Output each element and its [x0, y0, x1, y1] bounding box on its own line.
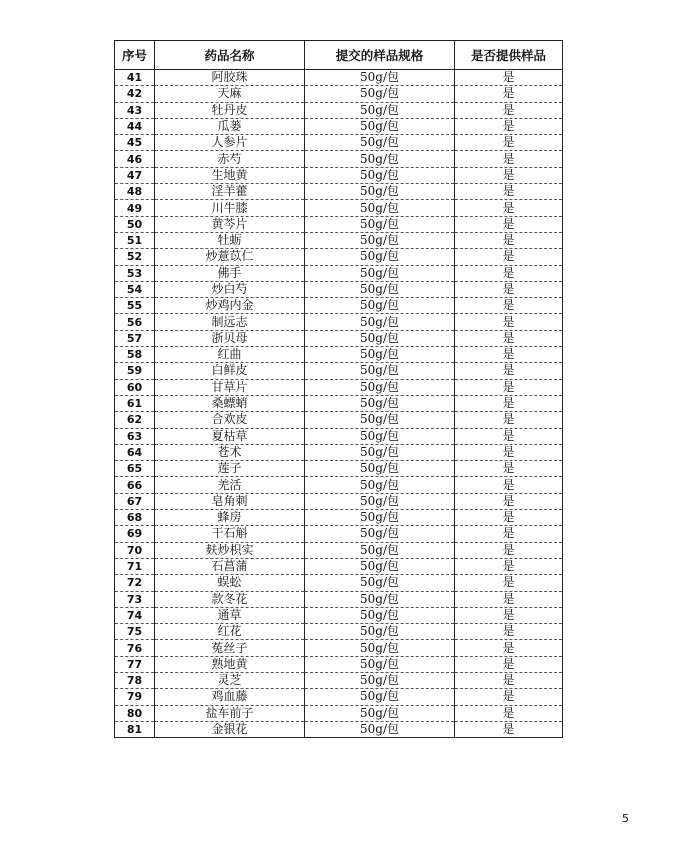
table-row — [115, 298, 563, 314]
cell-sample-provided: 是 — [455, 575, 563, 591]
cell-sample-spec: 50g/包 — [305, 298, 455, 314]
cell-sample-spec: 50g/包 — [305, 184, 455, 200]
cell-sample-provided: 是 — [455, 200, 563, 216]
cell-seq: 43 — [115, 102, 155, 118]
cell-sample-spec: 50g/包 — [305, 86, 455, 102]
cell-seq: 50 — [115, 216, 155, 232]
cell-seq: 73 — [115, 591, 155, 607]
cell-seq: 60 — [115, 379, 155, 395]
cell-sample-provided: 是 — [455, 444, 563, 460]
cell-drug-name: 人参片 — [155, 135, 305, 151]
cell-sample-provided: 是 — [455, 395, 563, 411]
cell-seq: 80 — [115, 705, 155, 721]
cell-seq: 68 — [115, 510, 155, 526]
cell-sample-provided: 是 — [455, 705, 563, 721]
cell-drug-name: 白鲜皮 — [155, 363, 305, 379]
cell-seq: 44 — [115, 118, 155, 134]
cell-seq: 49 — [115, 200, 155, 216]
cell-seq: 57 — [115, 330, 155, 346]
cell-sample-spec: 50g/包 — [305, 607, 455, 623]
cell-sample-spec: 50g/包 — [305, 461, 455, 477]
cell-sample-provided: 是 — [455, 216, 563, 232]
cell-seq: 76 — [115, 640, 155, 656]
cell-sample-provided: 是 — [455, 347, 563, 363]
cell-drug-name: 炒鸡内金 — [155, 298, 305, 314]
cell-drug-name: 熟地黄 — [155, 656, 305, 672]
table-row — [115, 118, 563, 134]
cell-sample-spec: 50g/包 — [305, 102, 455, 118]
table-row — [115, 412, 563, 428]
table-row — [115, 86, 563, 102]
cell-drug-name: 川牛膝 — [155, 200, 305, 216]
cell-sample-spec: 50g/包 — [305, 314, 455, 330]
cell-seq: 77 — [115, 656, 155, 672]
cell-drug-name: 通草 — [155, 607, 305, 623]
cell-seq: 56 — [115, 314, 155, 330]
cell-sample-provided: 是 — [455, 689, 563, 705]
table-row — [115, 640, 563, 656]
cell-sample-provided: 是 — [455, 232, 563, 248]
table-row — [115, 526, 563, 542]
sample-table — [114, 40, 563, 738]
cell-sample-provided: 是 — [455, 86, 563, 102]
cell-sample-provided: 是 — [455, 298, 563, 314]
cell-drug-name: 炒薏苡仁 — [155, 249, 305, 265]
cell-drug-name: 合欢皮 — [155, 412, 305, 428]
cell-sample-provided: 是 — [455, 656, 563, 672]
cell-drug-name: 鸡血藤 — [155, 689, 305, 705]
cell-sample-provided: 是 — [455, 265, 563, 281]
cell-sample-provided: 是 — [455, 314, 563, 330]
cell-sample-provided: 是 — [455, 477, 563, 493]
cell-sample-provided: 是 — [455, 526, 563, 542]
cell-drug-name: 蜈蚣 — [155, 575, 305, 591]
table-row — [115, 281, 563, 297]
table-row — [115, 200, 563, 216]
table-row — [115, 705, 563, 721]
cell-drug-name: 麸炒枳实 — [155, 542, 305, 558]
cell-drug-name: 瓜蒌 — [155, 118, 305, 134]
cell-sample-spec: 50g/包 — [305, 281, 455, 297]
cell-sample-spec: 50g/包 — [305, 721, 455, 737]
cell-drug-name: 浙贝母 — [155, 330, 305, 346]
cell-sample-provided: 是 — [455, 591, 563, 607]
table-row — [115, 330, 563, 346]
cell-sample-spec: 50g/包 — [305, 558, 455, 574]
cell-sample-spec: 50g/包 — [305, 542, 455, 558]
cell-sample-provided: 是 — [455, 184, 563, 200]
cell-seq: 72 — [115, 575, 155, 591]
cell-sample-spec: 50g/包 — [305, 510, 455, 526]
cell-sample-spec: 50g/包 — [305, 444, 455, 460]
cell-drug-name: 夏枯草 — [155, 428, 305, 444]
cell-drug-name: 佛手 — [155, 265, 305, 281]
cell-drug-name: 黄芩片 — [155, 216, 305, 232]
cell-sample-spec: 50g/包 — [305, 118, 455, 134]
cell-seq: 59 — [115, 363, 155, 379]
cell-sample-spec: 50g/包 — [305, 151, 455, 167]
cell-sample-spec: 50g/包 — [305, 640, 455, 656]
table-row — [115, 151, 563, 167]
cell-drug-name: 红曲 — [155, 347, 305, 363]
cell-sample-provided: 是 — [455, 363, 563, 379]
table-row — [115, 216, 563, 232]
cell-seq: 71 — [115, 558, 155, 574]
table-row — [115, 656, 563, 672]
cell-sample-provided: 是 — [455, 281, 563, 297]
table-body — [115, 70, 563, 738]
page-number: 5 — [622, 812, 629, 825]
cell-drug-name: 灵芝 — [155, 672, 305, 688]
cell-seq: 81 — [115, 721, 155, 737]
cell-seq: 75 — [115, 624, 155, 640]
cell-sample-spec: 50g/包 — [305, 591, 455, 607]
header-sample-spec: 提交的样品规格 — [305, 41, 455, 70]
table-row — [115, 689, 563, 705]
cell-seq: 65 — [115, 461, 155, 477]
table-row — [115, 347, 563, 363]
header-sample-provided: 是否提供样品 — [455, 41, 563, 70]
table-row — [115, 477, 563, 493]
cell-seq: 41 — [115, 70, 155, 86]
table-row — [115, 379, 563, 395]
cell-sample-provided: 是 — [455, 607, 563, 623]
table-row — [115, 184, 563, 200]
cell-sample-provided: 是 — [455, 542, 563, 558]
cell-sample-spec: 50g/包 — [305, 656, 455, 672]
cell-sample-spec: 50g/包 — [305, 216, 455, 232]
cell-sample-spec: 50g/包 — [305, 395, 455, 411]
table-row — [115, 607, 563, 623]
table-row — [115, 167, 563, 183]
table-row — [115, 395, 563, 411]
table-row — [115, 249, 563, 265]
table-row — [115, 428, 563, 444]
cell-seq: 53 — [115, 265, 155, 281]
cell-seq: 51 — [115, 232, 155, 248]
cell-sample-provided: 是 — [455, 428, 563, 444]
cell-sample-spec: 50g/包 — [305, 135, 455, 151]
table-row — [115, 542, 563, 558]
cell-sample-spec: 50g/包 — [305, 167, 455, 183]
cell-sample-provided: 是 — [455, 167, 563, 183]
cell-drug-name: 菟丝子 — [155, 640, 305, 656]
cell-seq: 78 — [115, 672, 155, 688]
cell-drug-name: 甘草片 — [155, 379, 305, 395]
cell-sample-provided: 是 — [455, 721, 563, 737]
table-row — [115, 624, 563, 640]
cell-seq: 46 — [115, 151, 155, 167]
cell-sample-spec: 50g/包 — [305, 428, 455, 444]
cell-sample-spec: 50g/包 — [305, 624, 455, 640]
table-row — [115, 102, 563, 118]
cell-sample-spec: 50g/包 — [305, 363, 455, 379]
table-row — [115, 461, 563, 477]
cell-drug-name: 款冬花 — [155, 591, 305, 607]
cell-drug-name: 盐车前子 — [155, 705, 305, 721]
cell-seq: 58 — [115, 347, 155, 363]
cell-sample-provided: 是 — [455, 151, 563, 167]
cell-seq: 42 — [115, 86, 155, 102]
cell-sample-provided: 是 — [455, 102, 563, 118]
cell-seq: 61 — [115, 395, 155, 411]
table-row — [115, 232, 563, 248]
cell-sample-spec: 50g/包 — [305, 689, 455, 705]
cell-sample-provided: 是 — [455, 672, 563, 688]
cell-drug-name: 生地黄 — [155, 167, 305, 183]
cell-sample-spec: 50g/包 — [305, 265, 455, 281]
cell-seq: 55 — [115, 298, 155, 314]
table-row — [115, 444, 563, 460]
cell-sample-provided: 是 — [455, 249, 563, 265]
cell-seq: 66 — [115, 477, 155, 493]
cell-seq: 45 — [115, 135, 155, 151]
table-row — [115, 558, 563, 574]
cell-sample-provided: 是 — [455, 118, 563, 134]
table-row — [115, 493, 563, 509]
cell-sample-spec: 50g/包 — [305, 330, 455, 346]
cell-drug-name: 金银花 — [155, 721, 305, 737]
cell-sample-spec: 50g/包 — [305, 705, 455, 721]
table-row — [115, 135, 563, 151]
cell-drug-name: 莲子 — [155, 461, 305, 477]
cell-sample-provided: 是 — [455, 510, 563, 526]
cell-sample-spec: 50g/包 — [305, 200, 455, 216]
cell-sample-spec: 50g/包 — [305, 347, 455, 363]
cell-seq: 54 — [115, 281, 155, 297]
cell-sample-spec: 50g/包 — [305, 526, 455, 542]
cell-sample-spec: 50g/包 — [305, 493, 455, 509]
cell-drug-name: 淫羊藿 — [155, 184, 305, 200]
cell-seq: 79 — [115, 689, 155, 705]
cell-seq: 47 — [115, 167, 155, 183]
cell-sample-spec: 50g/包 — [305, 575, 455, 591]
cell-drug-name: 羌活 — [155, 477, 305, 493]
table-row — [115, 591, 563, 607]
cell-seq: 70 — [115, 542, 155, 558]
cell-drug-name: 桑螵蛸 — [155, 395, 305, 411]
cell-drug-name: 皂角刺 — [155, 493, 305, 509]
cell-drug-name: 天麻 — [155, 86, 305, 102]
cell-seq: 48 — [115, 184, 155, 200]
cell-sample-provided: 是 — [455, 70, 563, 86]
cell-sample-provided: 是 — [455, 558, 563, 574]
cell-sample-spec: 50g/包 — [305, 249, 455, 265]
cell-sample-provided: 是 — [455, 379, 563, 395]
cell-drug-name: 炒白芍 — [155, 281, 305, 297]
cell-sample-provided: 是 — [455, 330, 563, 346]
cell-drug-name: 阿胶珠 — [155, 70, 305, 86]
cell-seq: 63 — [115, 428, 155, 444]
header-seq: 序号 — [115, 41, 155, 70]
table-row — [115, 672, 563, 688]
table-row — [115, 575, 563, 591]
cell-sample-provided: 是 — [455, 624, 563, 640]
cell-sample-spec: 50g/包 — [305, 232, 455, 248]
cell-drug-name: 牡蛎 — [155, 232, 305, 248]
cell-seq: 62 — [115, 412, 155, 428]
cell-drug-name: 干石斛 — [155, 526, 305, 542]
cell-drug-name: 苍术 — [155, 444, 305, 460]
cell-seq: 69 — [115, 526, 155, 542]
cell-drug-name: 制远志 — [155, 314, 305, 330]
cell-sample-provided: 是 — [455, 461, 563, 477]
cell-drug-name: 赤芍 — [155, 151, 305, 167]
cell-sample-provided: 是 — [455, 135, 563, 151]
cell-sample-provided: 是 — [455, 493, 563, 509]
cell-drug-name: 石菖蒲 — [155, 558, 305, 574]
cell-drug-name: 蜂房 — [155, 510, 305, 526]
cell-seq: 52 — [115, 249, 155, 265]
cell-sample-provided: 是 — [455, 412, 563, 428]
cell-seq: 74 — [115, 607, 155, 623]
table-row — [115, 314, 563, 330]
header-drug-name: 药品名称 — [155, 41, 305, 70]
table-header-row — [115, 41, 563, 70]
cell-sample-spec: 50g/包 — [305, 70, 455, 86]
table-row — [115, 265, 563, 281]
cell-sample-provided: 是 — [455, 640, 563, 656]
table-row — [115, 70, 563, 86]
cell-drug-name: 牡丹皮 — [155, 102, 305, 118]
cell-sample-spec: 50g/包 — [305, 672, 455, 688]
table-row — [115, 510, 563, 526]
cell-seq: 64 — [115, 444, 155, 460]
table-row — [115, 721, 563, 737]
cell-drug-name: 红花 — [155, 624, 305, 640]
cell-sample-spec: 50g/包 — [305, 477, 455, 493]
cell-sample-spec: 50g/包 — [305, 379, 455, 395]
cell-sample-spec: 50g/包 — [305, 412, 455, 428]
cell-seq: 67 — [115, 493, 155, 509]
table-row — [115, 363, 563, 379]
